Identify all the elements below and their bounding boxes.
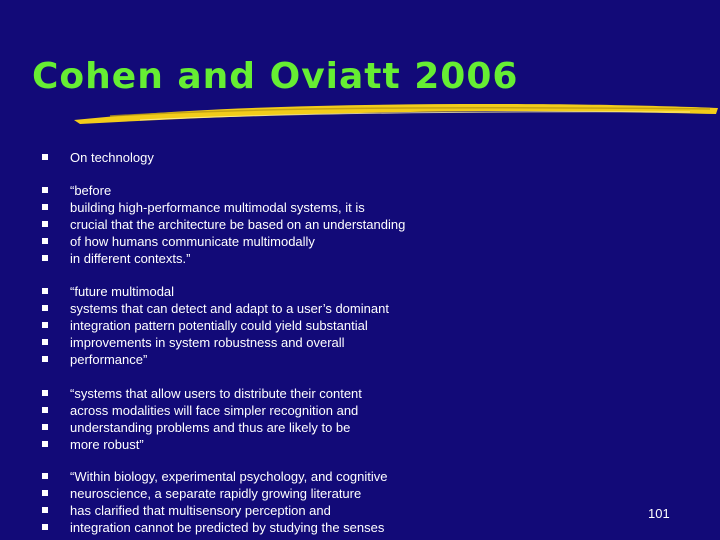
bullet-text: more robust”: [70, 437, 144, 452]
bullet-text: “future multimodal: [70, 284, 175, 299]
square-bullet-icon: [42, 473, 48, 479]
bullet-text: “systems that allow users to distribute their content: [70, 386, 362, 401]
bullet-text: performance”: [70, 352, 148, 367]
bullet-text: crucial that the architecture be based on an understanding: [70, 217, 406, 232]
square-bullet-icon: [42, 154, 48, 160]
square-bullet-icon: [42, 356, 48, 362]
bullet-text: in different contexts.”: [70, 251, 191, 266]
square-bullet-icon: [42, 407, 48, 413]
square-bullet-icon: [42, 238, 48, 244]
slide-title: Cohen and Oviatt 2006: [32, 56, 519, 97]
bullet-text: of how humans communicate multimodally: [70, 234, 315, 249]
square-bullet-icon: [42, 255, 48, 261]
square-bullet-icon: [42, 507, 48, 513]
bullet-text: neuroscience, a separate rapidly growing literature: [70, 486, 362, 501]
bullet-text: across modalities will face simpler recognition and: [70, 403, 359, 418]
square-bullet-icon: [42, 288, 48, 294]
page-number: 101: [648, 506, 670, 521]
square-bullet-icon: [42, 339, 48, 345]
bullet-text: improvements in system robustness and overall: [70, 335, 345, 350]
bullet-text: has clarified that multisensory perception and: [70, 503, 331, 518]
bullet-text: “before: [70, 183, 112, 198]
square-bullet-icon: [42, 490, 48, 496]
bullet-text: understanding problems and thus are likely to be: [70, 420, 351, 435]
bullet-text: building high-performance multimodal systems, it is: [70, 200, 365, 215]
bullet-text: integration pattern potentially could yield substantial: [70, 318, 368, 333]
title-underline-brushstroke: [70, 100, 720, 130]
square-bullet-icon: [42, 390, 48, 396]
square-bullet-icon: [42, 187, 48, 193]
bullet-text: On technology: [70, 150, 154, 165]
square-bullet-icon: [42, 204, 48, 210]
square-bullet-icon: [42, 524, 48, 530]
bullet-text: systems that can detect and adapt to a user’s dominant: [70, 301, 389, 316]
square-bullet-icon: [42, 221, 48, 227]
bullet-text: integration cannot be predicted by studying the senses: [70, 520, 385, 535]
square-bullet-icon: [42, 441, 48, 447]
square-bullet-icon: [42, 305, 48, 311]
square-bullet-icon: [42, 424, 48, 430]
square-bullet-icon: [42, 322, 48, 328]
bullet-text: “Within biology, experimental psychology, and cognitive: [70, 469, 388, 484]
